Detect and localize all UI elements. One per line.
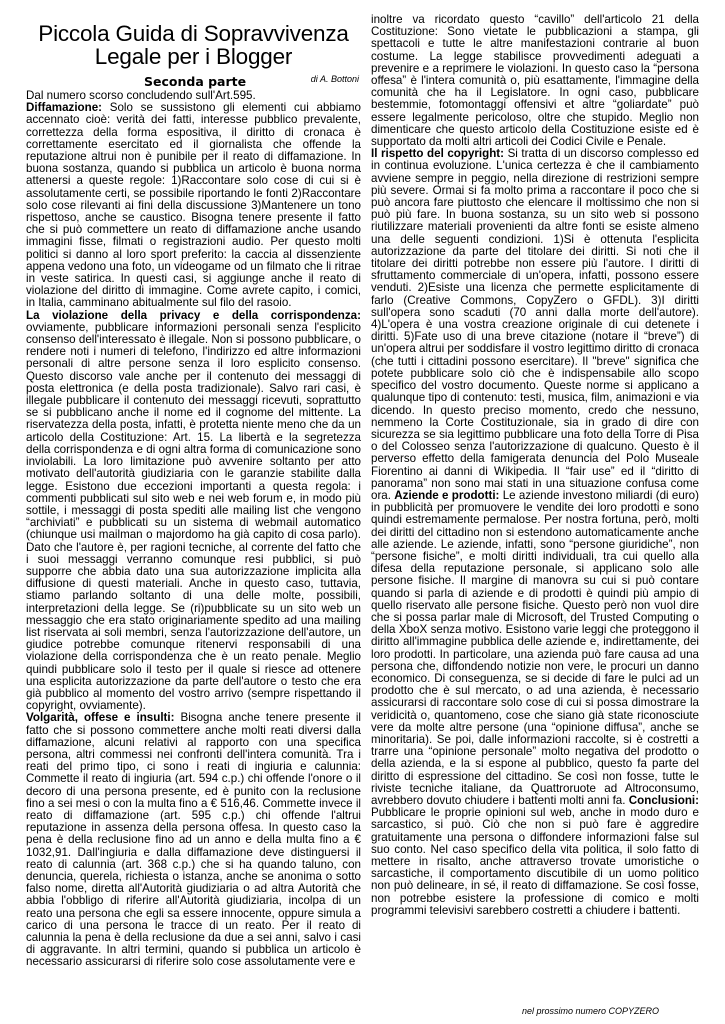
volgarita-heading: Volgarità, offese e insulti:	[26, 711, 175, 725]
diffamazione-section	[26, 102, 361, 309]
subtitle-row	[26, 68, 361, 90]
next-issue-note: nel prossimo numero COPYZERO	[522, 1006, 660, 1016]
costituzione-paragraph: inoltre va ricordato questo “cavillo” dell'articolo 21 della Costituzione: Sono vietate le pubblicazioni a stampa, gli spettacoli e tutte le altre manifestazioni contrarie al buon costume. La legge stabilisce provvedimenti adeguati a prevenire e a reprimere le violazioni. In questo caso la “persona offesa” è l'intera comunità o, più esattamente, l'immagine della comunità che ha il Legislatore. In ogni caso, pubblicare bestemmie, fotomontaggi offensivi et altre “goliardate” può essere legalmente pericoloso, oltre che stupido. Meglio non dimenticare che questo articolo della Costituzione esiste ed è supportato da molti altri articoli dei Codici Civile e Penale.	[371, 13, 699, 149]
privacy-heading: La violazione della privacy e della corrispondenza:	[26, 308, 361, 322]
privacy-section	[26, 310, 361, 713]
conclusioni-text: Pubblicare le proprie opinioni sul web, anche in modo duro e sarcastico, si può. Ciò che non si può fare è aggredire gratuitamente una persona o diffondere informazioni false sul suo conto. Nel caso specifico della vita politica, il solo fatto di mettere in risalto, anche attraverso trovate umoristiche o sarcastiche, il comportamento discutibile di un uomo politico non può delineare, in sé, il reato di diffamazione. Se così fosse, non potrebbe esistere la professione di comico e molti programmi televisivi sarebbero costretti a chiudere i battenti.	[371, 806, 699, 917]
title-line-2: Legale per i Blogger	[94, 44, 293, 69]
article-subtitle: Seconda parte	[144, 74, 247, 89]
copyright-text: Si tratta di un discorso complesso ed in continua evoluzione. L'unica certezza è che il cambiamento avviene sempre in peggio, nella direzione di restrizioni sempre più severe. Ormai si fa molto prima a raccontare il poco che si può ancora fare piuttosto che elencare il moltissimo che non si può più fare. In buona sostanza, su un sito web si possono riutilizzare materiali provenienti da altre fonti se esiste almeno una delle seguenti condizioni. 1)Si è ottenuta l'esplicita autorizzazione da parte del titolare dei diritti. Si noti che il titolare dei diritti potrebbe non essere più l'autore. I diritti di sfruttamento commerciale di un'opera, infatti, possono essere venduti. 2)Esiste una licenza che permette esplicitamente di farlo (Creative Commons, CopyZero o GFDL). 3)I diritti sull'opera sono scaduti (70 anni dalla morte dell'autore). 4)L'opera è una vostra creazione originale di cui detenete i diritti. 5)Fate uso di una breve citazione (notare il “breve”) di un'opera altrui per soddisfare il vostro legittimo diritto di cronaca (che tutti i cittadini possono esercitare). Il "breve" significa che potete pubblicare solo ciò che è indispensabile allo scopo specifico del vostro documento. Queste norme si applicano a qualunque tipo di contenuto: testi, musica, film, animazioni e via dicendo. In questo preciso momento, credo che nessuno, nemmeno la Corte Costituzionale, sia in grado di dire con sicurezza se sia legittimo pubblicare una foto della Torre di Pisa o del Colosseo senza l'autorizzazione di qualcuno. Questo è il perverso effetto della famigerata denuncia del Polo Museale Fiorentino ai danni di Wikipedia. Il “fair use” ed il “diritto di panorama” non sono mai stati in una situazione confusa come ora.	[371, 147, 699, 502]
aziende-heading: Aziende e prodotti:	[394, 488, 500, 502]
right-column	[371, 14, 699, 917]
copyright-section	[371, 148, 699, 917]
privacy-text: ovviamente, pubblicare informazioni personali senza l'esplicito consenso dell'interessato è illegale. Non si possono pubblicare, o rendere noti i numeri di telefono, l'indirizzo ed altre informazioni personali di altre persone senza il loro esplicito consenso. Questo discorso vale anche per il contenuto dei messaggi di posta elettronica (e della posta tradizionale). Salvo rari casi, è illegale pubblicare il contenuto dei messaggi ricevuti, soprattutto se si pubblicano anche il nome ed il cognome del mittente. La riservatezza della posta, infatti, è protetta niente meno che da un articolo della Costituzione: Art. 15. La libertà e la segretezza della corrispondenza e di ogni altra forma di comunicazione sono inviolabili. La loro limitazione può avvenire soltanto per atto motivato dell'autorità giudiziaria con le garanzie stabilite dalla legge. Esistono due eccezioni importanti a questa regola: i commenti pubblicati sul sito web e nei web forum e, in modo più sottile, i messaggi di posta spediti alle mailing list che vengono “archiviati” e pubblicati su un sistema di webmail automatico (chiunque usi mailman o majordomo ha già capito di cosa parlo). Dato che l'autore è, per ragioni tecniche, al corrente del fatto che i suoi messaggi verranno comunque resi pubblici, si può supporre che abbia dato una sua autorizzazione implicita alla diffusione di questi materiali. Anche in questo caso, tuttavia, stiamo parlando soltanto di una delle molte, possibili, interpretazioni della legge. Se (ri)pubblicate su un sito web un messaggio che era stato originariamente spedito ad una mailing list riservata ai soli membri, senza l'autorizzazione dell'autore, un giudice potrebbe comunque ritenervi responsabili di una violazione della corrispondenza che è un reato penale. Meglio quindi pubblicare solo il testo per il quale si riesce ad ottenere una esplicita autorizzazione da parte dell'autore o testo che era già pubblico al momento del vostro arrivo (sempre rispettando il copyright, ovviamente).	[26, 320, 361, 713]
title-line-1: Piccola Guida di Sopravvivenza	[38, 21, 349, 46]
diffamazione-text: Solo se sussistono gli elementi cui abbiamo accennato cioè: verità dei fatti, interesse pubblico prevalente, correttezza della forma espositiva, il diritto di cronaca è correttamente esercitato ed il giornalista che offende la reputazione altrui non è punibile per il reato di diffamazione. In buona sostanza, quando si pubblica un articolo è buona norma attenersi a queste regole: 1)Raccontare solo cose di cui si è assolutamente certi, se possibile riportando le fonti 2)Raccontare solo cose rilevanti ai fini della discussione 3)Mantenere un tono rispettoso, anche se caustico. Bisogna tenere presente il fatto che si può commettere un reato di diffamazione anche usando immagini fisse, filmati o registrazioni audio. Per questo molti politici si danno al loro sport preferito: la caccia al dissenziente appena vedono una foto, un videogame od un filmato che li ritrae in veste satirica. In questi casi, si aggiunge anche il reato di violazione del diritto di immagine. Come avrete capito, i comici, in Italia, camminano abitualmente sul filo del rasoio.	[26, 101, 361, 310]
left-column	[26, 0, 361, 969]
right-body-text	[371, 14, 699, 917]
article-title	[26, 22, 361, 68]
copyright-heading: Il rispetto del copyright:	[371, 147, 505, 161]
article-author: di A. Bottoni	[310, 74, 359, 84]
aziende-text: Le aziende investono miliardi (di euro) in pubblicità per promuovere le vendite dei loro prodotti e sono quindi estremamente permalose. Per nostra fortuna, però, molti dei diritti del cittadino non si estendono automaticamente anche alle aziende. Le aziende, infatti, sono “persone giuridiche”, non “persone fisiche”, e molti diritti individuali, tra cui quello alla difesa della reputazione personale, si applicano solo alle persone fisiche. Il margine di manovra su cui si può contare quando si parla di aziende e di prodotti è quindi più ampio di quello riservato alle persone fisiche. Questo però non vuol dire che si possa parlar male di Microsoft, del Trusted Computing o della XboX senza motivo. Esistono varie leggi che proteggono il diritto all'immagine pubblica delle aziende e, indirettamente, dei loro prodotti. In particolare, una azienda può fare causa ad una persona che, diffondendo notizie non vere, le procuri un danno economico. Di conseguenza, se si decide di fare le pulci ad un prodotto che è sul mercato, o ad una azienda, è necessario assicurarsi di raccontare solo cose di cui si possa dimostrare la veridicità o, quantomeno, cose che siano già state riconosciute vere da molte altre persone (una “opinione diffusa”, anche se minoritaria). Se poi, dalle informazioni raccolte, si è costretti a trarre una “opinione personale” molto negativa del prodotto o della azienda, e la si espone al pubblico, questo fa parte del diritto di espressione del cittadino. Se così non fosse, tutte le riviste tecniche italiane, da Quattroruote ad Altroconsumo, avrebbero dovuto chiudere i battenti molti anni fa.	[371, 488, 699, 807]
diffamazione-heading: Diffamazione:	[26, 101, 103, 115]
left-body-text	[26, 90, 361, 969]
intro-paragraph: Dal numero scorso concludendo sull'Art.595.	[26, 89, 256, 102]
volgarita-text: Bisogna anche tenere presente il fatto che si possono commettere anche molti reati diversi dalla diffamazione, alcuni relativi al rapporto con una specifica persona, altri commessi nei confronti dell'intera comunità. Tra i reati del primo tipo, ci sono i reati di ingiuria e calunnia: Commette il reato di ingiuria (art. 594 c.p.) chi offende l'onore o il decoro di una persona presente, ed è punito con la reclusione fino a sei mesi o con la multa fino a € 516,46. Commette invece il reato di diffamazione (art. 595 c.p.) chi offende l'altrui reputazione in assenza della persona offesa. In questo caso la pena è della reclusione fino ad un anno e della multa fino a € 1032,91. Dall'ingiuria e dalla diffamazione deve distinguersi il reato di calunnia (art. 368 c.p.) che si ha quando taluno, con denuncia, querela, richiesta o istanza, anche se anonima o sotto falso nome, diretta all'Autorità giudiziaria o ad altra Autorità che abbia l'obbligo di riferire all'Autorità giudiziaria, incolpa di un reato una persona che egli sa essere innocente, oppure simula a carico di una persona le tracce di un reato. Per il reato di calunnia la pena è della reclusione da due a sei anni, salvo i casi di aggravante. In altri termini, quando si pubblica un articolo è necessario assicurarsi di riferire solo cose assolutamente vere e	[26, 711, 361, 969]
conclusioni-heading: Conclusioni:	[628, 794, 699, 807]
volgarita-section	[26, 712, 361, 968]
